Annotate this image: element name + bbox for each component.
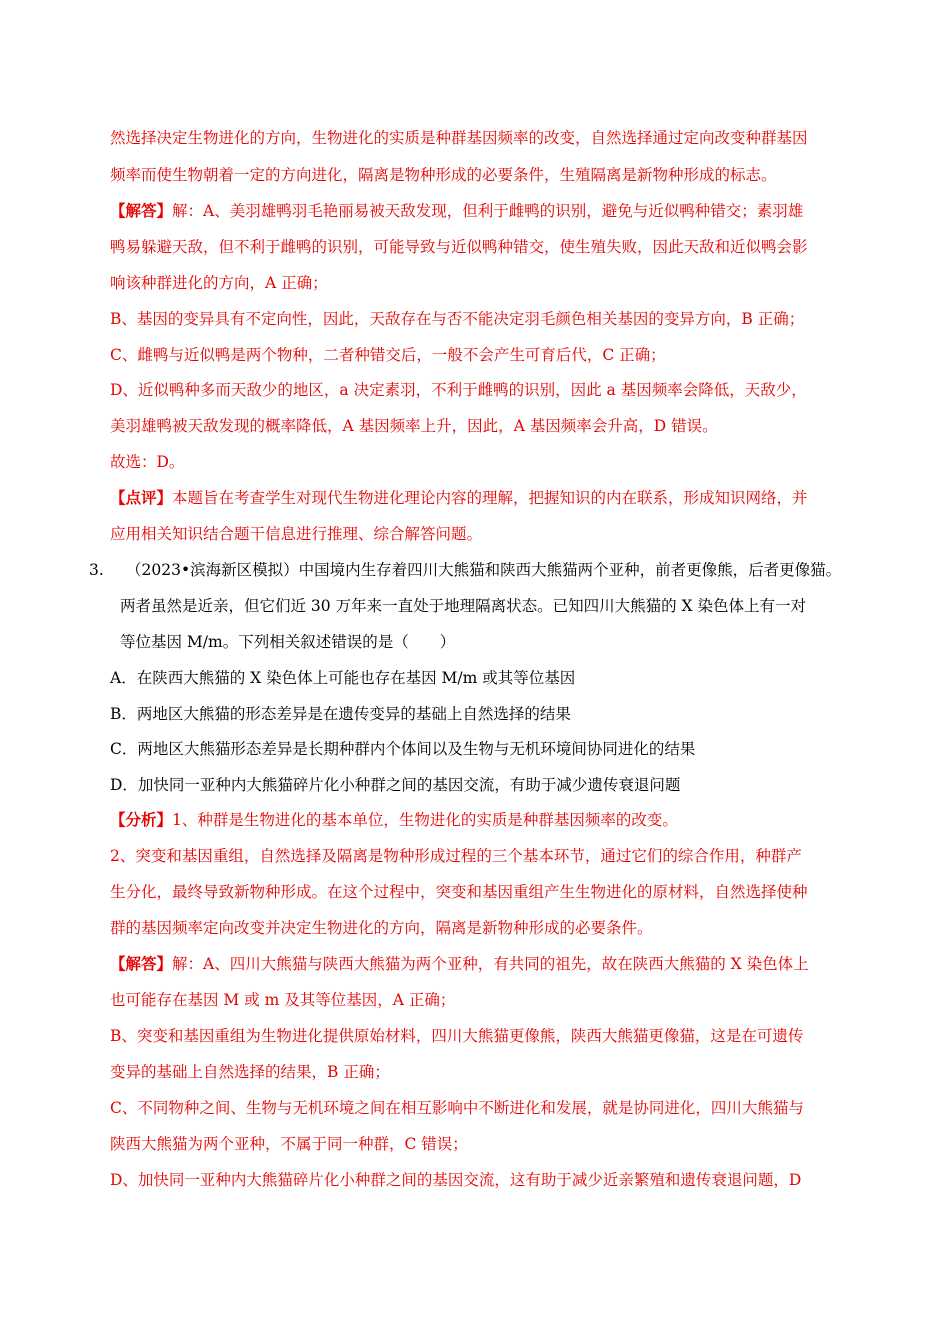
question-3-number: 3. [89, 561, 104, 579]
answer-prev-line-3: 响该种群进化的方向，A 正确； [110, 274, 328, 292]
answer-3-line-3: B、突变和基因重组为生物进化提供原始材料，四川大熊猫更像熊，陕西大熊猫更像猫，这是在可遗传 [110, 1027, 804, 1045]
answer-3-line-5: C、不同物种之间、生物与无机环境之间在相互影响中不断进化和发展，就是协同进化，四川大熊猫与 [110, 1099, 804, 1117]
question-3-option-c: C．两地区大熊猫形态差异是长期种群内个体间以及生物与无机环境间协同进化的结果 [110, 740, 696, 758]
question-3-stem-line-1: （2023•滨海新区模拟）中国境内生存着四川大熊猫和陕西大熊猫两个亚种，前者更像熊，后者更像猫。 [126, 561, 842, 579]
analysis-tag: 【分析】 [110, 810, 173, 829]
analysis-prev-line-1: 然选择决定生物进化的方向，生物进化的实质是种群基因频率的改变，自然选择通过定向改变种群基因 [110, 129, 808, 147]
comment-prev-line-1: 【点评】本题旨在考查学生对现代生物进化理论内容的理解，把握知识的内在联系，形成知识网络，并 [110, 488, 808, 507]
answer-tag: 【解答】 [110, 201, 173, 220]
answer-3-line-6: 陕西大熊猫为两个亚种，不属于同一种群，C 错误； [110, 1135, 468, 1153]
analysis-3-line-3: 生分化，最终导致新物种形成。在这个过程中，突变和基因重组产生生物进化的原材料，自然选择使种 [110, 883, 808, 901]
answer-3-line-4: 变异的基础上自然选择的结果，B 正确； [110, 1063, 390, 1081]
analysis-3-line-1: 【分析】1、种群是生物进化的基本单位，生物进化的实质是种群基因频率的改变。 [110, 810, 678, 829]
question-3-stem-line-3: 等位基因 M/m。下列相关叙述错误的是（ ） [120, 633, 456, 651]
answer-prev-choice: 故选：D。 [110, 453, 185, 471]
analysis-prev-line-2: 频率而使生物朝着一定的方向进化，隔离是物种形成的必要条件，生殖隔离是新物种形成的标志。 [110, 166, 777, 184]
answer-prev-line-4: B、基因的变异具有不定向性，因此，天敌存在与否不能决定羽毛颜色相关基因的变异方向，B 正确； [110, 310, 805, 328]
answer-3-line-7: D、加快同一亚种内大熊猫碎片化小种群之间的基因交流，这有助于减少近亲繁殖和遗传衰退问题，D [110, 1171, 802, 1189]
answer-prev-line-5: C、雌鸭与近似鸭是两个物种，二者种错交后，一般不会产生可育后代，C 正确； [110, 346, 666, 364]
question-3-stem-line-2: 两者虽然是近亲，但它们近 30 万年来一直处于地理隔离状态。已知四川大熊猫的 X 染色体上有一对 [120, 597, 806, 615]
comment-prev-line-2: 应用相关知识结合题干信息进行推理、综合解答问题。 [110, 525, 483, 543]
answer-prev-line-1: 【解答】解：A、美羽雄鸭羽毛艳丽易被天敌发现，但利于雌鸭的识别，避免与近似鸭种错交；素羽雄 [110, 201, 804, 220]
answer-tag: 【解答】 [110, 954, 173, 973]
analysis-3-line-2: 2、突变和基因重组，自然选择及隔离是物种形成过程的三个基本环节，通过它们的综合作用，种群产 [110, 847, 802, 865]
answer-prev-line-2: 鸭易躲避天敌，但不利于雌鸭的识别，可能导致与近似鸭种错交，使生殖失败，因此天敌和近似鸭会影 [110, 238, 808, 256]
answer-prev-line-7: 美羽雄鸭被天敌发现的概率降低，A 基因频率上升，因此，A 基因频率会升高，D 错误。 [110, 417, 718, 435]
question-3-option-a: A．在陕西大熊猫的 X 染色体上可能也存在基因 M/m 或其等位基因 [110, 669, 576, 687]
answer-3-line-1: 【解答】解：A、四川大熊猫与陕西大熊猫为两个亚种，有共同的祖先，故在陕西大熊猫的 X 染色体上 [110, 954, 809, 973]
answer-3-line-2: 也可能存在基因 M 或 m 及其等位基因，A 正确； [110, 991, 456, 1009]
comment-tag: 【点评】 [110, 488, 173, 507]
question-3-option-b: B．两地区大熊猫的形态差异是在遗传变异的基础上自然选择的结果 [110, 705, 571, 723]
question-3-option-d: D．加快同一亚种内大熊猫碎片化小种群之间的基因交流，有助于减少遗传衰退问题 [110, 776, 681, 794]
analysis-3-line-4: 群的基因频率定向改变并决定生物进化的方向，隔离是新物种形成的必要条件。 [110, 919, 653, 937]
answer-prev-line-6: D、近似鸭种多而天敌少的地区，a 决定素羽，不利于雌鸭的识别，因此 a 基因频率会降低，天敌少， [110, 381, 807, 399]
